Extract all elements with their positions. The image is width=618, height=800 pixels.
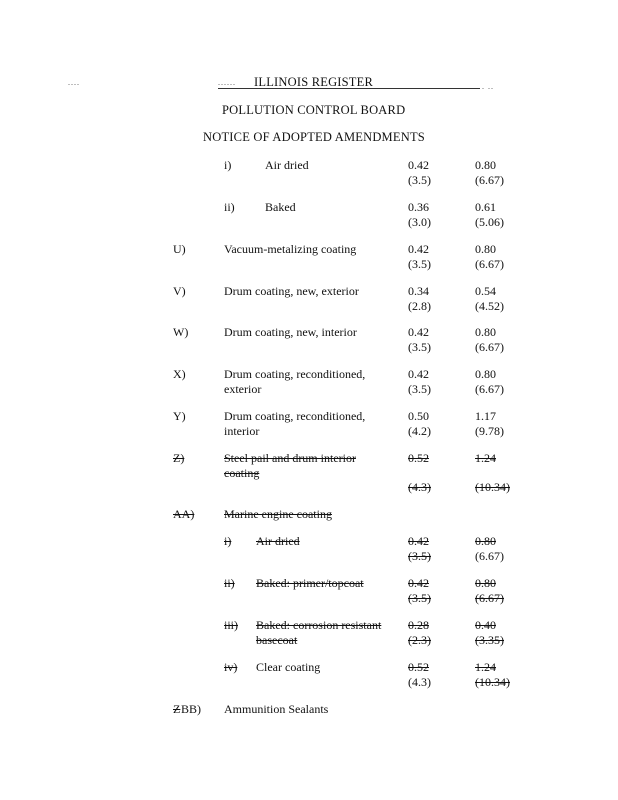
row-description: Air dried <box>256 534 300 548</box>
limit-value: 0.42 <box>408 367 429 381</box>
row-description: Clear coating <box>256 660 321 674</box>
board-title: POLLUTION CONTROL BOARD <box>222 103 406 117</box>
limit-value-2-metric: (6.67) <box>475 340 504 354</box>
row-label-deleted: Z <box>173 702 181 716</box>
header-right-mark: . .. <box>482 82 494 91</box>
limit-value: 0.50 <box>408 409 429 423</box>
row-label: AA) <box>173 507 195 521</box>
limit-value-2: 0.80 <box>475 576 496 590</box>
limit-value-2-metric: (9.78) <box>475 424 504 438</box>
row-description-continued: basecoat <box>256 633 298 647</box>
limit-value: 0.42 <box>408 325 429 339</box>
register-title: ILLINOIS REGISTER <box>254 75 374 89</box>
limit-value: 0.28 <box>408 618 429 632</box>
row-description-continued: exterior <box>224 382 262 396</box>
limit-value-metric: (3.5) <box>408 549 431 563</box>
row-description-continued: interior <box>224 424 260 438</box>
header-left-mark: .... <box>68 78 80 87</box>
limit-value: 0.34 <box>408 284 429 298</box>
limit-value-2: 0.80 <box>475 242 496 256</box>
limit-value-2-metric: (6.67) <box>475 549 504 563</box>
limit-value-2: 0.61 <box>475 200 496 214</box>
limit-value-2-metric: (10.34) <box>475 675 510 689</box>
limit-value-metric: (3.0) <box>408 215 431 229</box>
header-mid-mark: ...... <box>218 78 236 87</box>
row-description: Drum coating, reconditioned, <box>224 409 366 423</box>
limit-value-2: 0.80 <box>475 367 496 381</box>
limit-value-metric: (3.5) <box>408 257 431 271</box>
header-rule <box>218 88 480 89</box>
limit-value: 0.42 <box>408 576 429 590</box>
row-description: Vacuum-metalizing coating <box>224 242 357 256</box>
row-label: U) <box>173 242 186 256</box>
limit-value-2: 0.54 <box>475 284 496 298</box>
limit-value-2-metric: (6.67) <box>475 257 504 271</box>
row-description: Drum coating, new, exterior <box>224 284 359 298</box>
row-description: Marine engine coating <box>224 507 332 521</box>
limit-value-2: 1.17 <box>475 409 496 423</box>
row-description: Baked: corrosion resistant <box>256 618 382 632</box>
limit-value-2: 0.80 <box>475 534 496 548</box>
limit-value-metric: (3.5) <box>408 173 431 187</box>
limit-value-metric: (4.3) <box>408 480 431 494</box>
limit-value: 0.52 <box>408 660 429 674</box>
row-label: V) <box>173 284 186 298</box>
row-description-continued: coating <box>224 466 260 480</box>
limit-value-2: 0.80 <box>475 325 496 339</box>
row-description: Baked: primer/topcoat <box>256 576 364 590</box>
limit-value-2: 0.80 <box>475 158 496 172</box>
row-label: W) <box>173 325 189 339</box>
limit-value-metric: (2.3) <box>408 633 431 647</box>
limit-value-metric: (4.2) <box>408 424 431 438</box>
limit-value-2-metric: (6.67) <box>475 591 504 605</box>
notice-title: NOTICE OF ADOPTED AMENDMENTS <box>203 130 425 144</box>
limit-value-2-metric: (3.35) <box>475 633 504 647</box>
row-description: Drum coating, new, interior <box>224 325 357 339</box>
limit-value: 0.52 <box>408 451 429 465</box>
row-label: iv) <box>224 660 238 674</box>
row-description: Drum coating, reconditioned, <box>224 367 366 381</box>
row-label: Z) <box>173 451 185 465</box>
row-label: i) <box>224 158 232 172</box>
row-description: Air dried <box>265 158 309 172</box>
row-label: ii) <box>224 576 235 590</box>
limit-value-2: 0.40 <box>475 618 496 632</box>
limit-value-metric: (4.3) <box>408 675 431 689</box>
row-label: X) <box>173 367 186 381</box>
limit-value-2-metric: (10.34) <box>475 480 510 494</box>
limit-value: 0.42 <box>408 534 429 548</box>
limit-value: 0.36 <box>408 200 429 214</box>
limit-value-2: 1.24 <box>475 660 496 674</box>
row-label: ii) <box>224 200 235 214</box>
limit-value-2-metric: (5.06) <box>475 215 504 229</box>
limit-value-2-metric: (6.67) <box>475 382 504 396</box>
limit-value-metric: (2.8) <box>408 299 431 313</box>
limit-value-metric: (3.5) <box>408 382 431 396</box>
limit-value-2: 1.24 <box>475 451 496 465</box>
row-label: BB) <box>181 702 202 716</box>
limit-value: 0.42 <box>408 158 429 172</box>
limit-value: 0.42 <box>408 242 429 256</box>
row-label: i) <box>224 534 232 548</box>
row-description: Baked <box>265 200 296 214</box>
limit-value-metric: (3.5) <box>408 591 431 605</box>
limit-value-metric: (3.5) <box>408 340 431 354</box>
row-label: iii) <box>224 618 238 632</box>
limit-value-2-metric: (6.67) <box>475 173 504 187</box>
row-label: Y) <box>173 409 186 423</box>
row-description: Ammunition Sealants <box>224 702 329 716</box>
limit-value-2-metric: (4.52) <box>475 299 504 313</box>
row-description: Steel pail and drum interior <box>224 451 356 465</box>
